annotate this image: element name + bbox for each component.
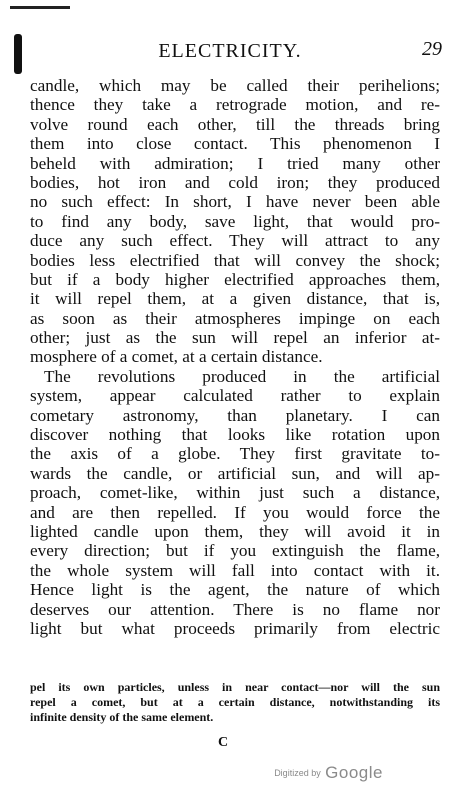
body-text xyxy=(30,76,440,638)
text-line: volve round each other, till the threads bring xyxy=(30,114,440,134)
watermark-prefix: Digitized by xyxy=(274,768,321,778)
footnote-line: pel its own particles, unless in near contact—nor will the sun xyxy=(30,680,440,694)
text-line: beheld with admiration; I tried many other xyxy=(30,153,440,173)
page-header xyxy=(30,38,442,66)
footnote-line: infinite density of the same element. xyxy=(30,710,214,724)
text-line: the axis of a globe. They first gravitate to- xyxy=(30,444,440,464)
digitized-watermark xyxy=(274,763,383,783)
text-line: lighted candle upon them, they will avoid it in xyxy=(30,521,440,541)
text-line: Hence light is the agent, the nature of which xyxy=(30,580,440,600)
text-line: The revolutions produced in the artificial xyxy=(44,366,440,386)
edge-ink-smudge xyxy=(14,34,22,74)
text-line: other; just as the sun will repel an inferior at- xyxy=(30,328,440,348)
text-line: duce any such effect. They will attract to any xyxy=(30,231,440,251)
text-line: system, appear calculated rather to explain xyxy=(30,386,440,406)
text-line: mosphere of a comet, at a certain distance. xyxy=(30,347,323,367)
text-line: deserves our attention. There is no flame nor xyxy=(30,599,440,619)
text-line: light but what proceeds primarily from electric xyxy=(30,618,440,638)
text-line: to find any body, save light, that would pro- xyxy=(30,211,440,231)
footnote xyxy=(30,680,440,725)
page-number: 29 xyxy=(422,38,442,60)
text-line: and are then repelled. If you would force the xyxy=(30,502,440,522)
text-line: discover nothing that looks like rotation upon xyxy=(30,425,440,445)
google-logo: Google xyxy=(325,763,383,782)
text-line: but if a body higher electrified approaches them, xyxy=(30,269,440,289)
text-line: bodies, hot iron and cold iron; they produced xyxy=(30,172,440,192)
text-line: no such effect: In short, I have never been able xyxy=(30,192,440,212)
text-line: every direction; but if you extinguish the flame, xyxy=(30,541,440,561)
signature-mark: C xyxy=(218,735,229,750)
text-line: it will repel them, at a given distance, that is, xyxy=(30,289,440,309)
text-line: bodies less electrified that will convey the shock; xyxy=(30,250,440,270)
text-line: thence they take a retrograde motion, and re- xyxy=(30,95,440,115)
text-line: proach, comet-like, within just such a distance, xyxy=(30,483,440,503)
text-line: cometary astronomy, than planetary. I can xyxy=(30,405,440,425)
footnote-line: repel a comet, but at a certain distance, notwithstanding its xyxy=(30,695,440,709)
text-line: wards the candle, or artificial sun, and will ap- xyxy=(30,463,440,483)
text-line: them into close contact. This phenomenon I xyxy=(30,134,440,154)
running-title: ELECTRICITY. xyxy=(158,40,302,62)
text-line: as soon as their atmospheres impinge on each xyxy=(30,308,440,328)
text-line: the whole system will fall into contact with it. xyxy=(30,560,440,580)
top-ink-rule xyxy=(10,6,70,9)
text-line: candle, which may be called their perihelions; xyxy=(30,76,440,95)
